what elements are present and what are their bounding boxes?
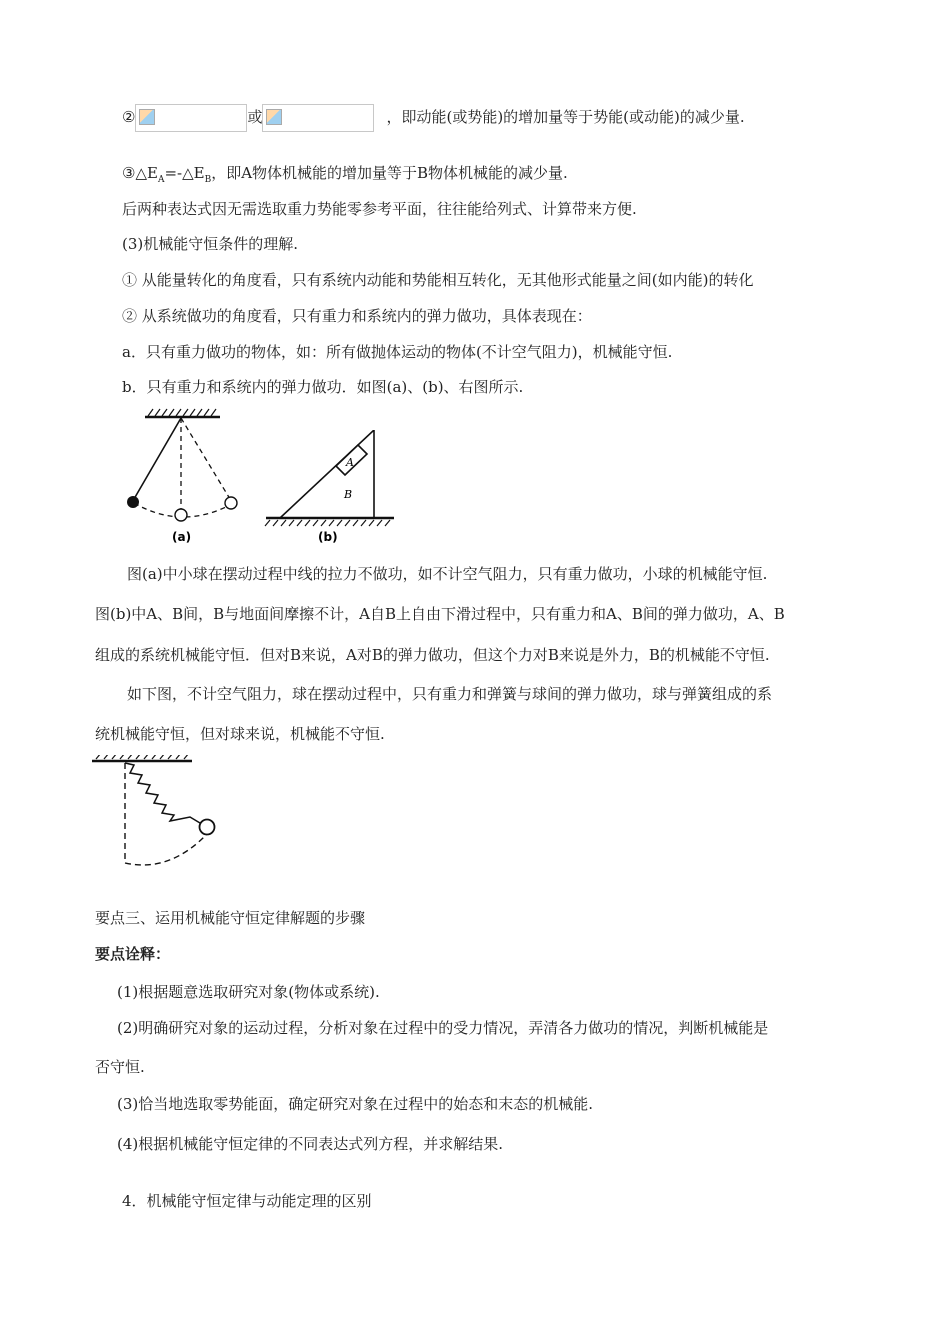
incline-figure-b: [262, 430, 402, 548]
spring-pendulum-figure: [90, 755, 230, 875]
expr3-subscript: A: [157, 175, 165, 185]
text-line: a．只有重力做功的物体，如：所有做抛体运动的物体(不计空气阻力)，机械能守恒.: [122, 343, 673, 361]
paragraph-line: 如下图，不计空气阻力，球在摆动过程中，只有重力和弹簧与球间的弹力做功，球与弹簧组成的系: [127, 685, 773, 703]
text-line: (3)机械能守恒条件的理解.: [122, 235, 299, 253]
section-4-title: 4．机械能守恒定律与动能定理的区别: [122, 1192, 372, 1210]
pendulum-figure-a: [110, 405, 260, 550]
section-3-title: 要点三、运用机械能守恒定律解题的步骤: [95, 909, 366, 927]
block-b-label: B: [344, 488, 353, 501]
broken-image-icon: [266, 109, 282, 125]
formula-image-placeholder: [262, 104, 374, 132]
expr2-prefix: ②: [122, 108, 136, 126]
text-line: ① 从能量转化的角度看，只有系统内动能和势能相互转化，无其他形式能量之间(如内能)的转化: [122, 271, 754, 289]
paragraph-line: 图(b)中A、B间，B与地面间摩擦不计，A自B上自由下滑过程中，只有重力和A、B间的弹力做功，A、B: [95, 605, 785, 623]
paragraph-line: 图(a)中小球在摆动过程中线的拉力不做功，如不计空气阻力，只有重力做功，小球的机械能守恒.: [127, 565, 768, 583]
text-line: 后两种表达式因无需选取重力势能零参考平面，往往能给列式、计算带来方便.: [122, 200, 637, 218]
expr3-subscript: B: [204, 175, 212, 185]
expr2-suffix: ，即动能(或势能)的增加量等于势能(或动能)的减少量.: [386, 108, 745, 126]
step-line: (3)恰当地选取零势能面，确定研究对象在过程中的始态和末态的机械能.: [117, 1095, 594, 1113]
expr2-or: 或: [247, 108, 263, 126]
paragraph-line: 组成的系统机械能守恒．但对B来说，A对B的弹力做功，但这个力对B来说是外力，B的机械能不守恒.: [95, 646, 770, 664]
step-line: (2)明确研究对象的运动过程，分析对象在过程中的受力情况，弄清各力做功的情况，判断机械能是: [117, 1019, 769, 1037]
expression-3: [122, 163, 568, 190]
expression-2: [122, 104, 745, 132]
text-line: ② 从系统做功的角度看，只有重力和系统内的弹力做功，具体表现在：: [122, 307, 592, 325]
step-line: (1)根据题意选取研究对象(物体或系统).: [117, 983, 380, 1001]
broken-image-icon: [139, 109, 155, 125]
step-line: (4)根据机械能守恒定律的不同表达式列方程，并求解结果.: [117, 1135, 504, 1153]
block-a-label: A: [346, 456, 354, 469]
text-line: b．只有重力和系统内的弹力做功．如图(a)、(b)、右图所示.: [122, 378, 524, 396]
expr3-part: =-△E: [164, 164, 205, 182]
expr3-part: ③△E: [122, 164, 158, 182]
formula-image-placeholder: [135, 104, 247, 132]
paragraph-line: 统机械能守恒，但对球来说，机械能不守恒.: [95, 725, 385, 743]
step-line: 否守恒.: [95, 1058, 145, 1076]
figure-label-b: (b): [318, 530, 338, 544]
figure-label-a: (a): [172, 530, 192, 544]
note-heading: 要点诠释：: [95, 945, 171, 963]
expr3-part: ，即A物体机械能的增加量等于B物体机械能的减少量.: [211, 164, 568, 182]
